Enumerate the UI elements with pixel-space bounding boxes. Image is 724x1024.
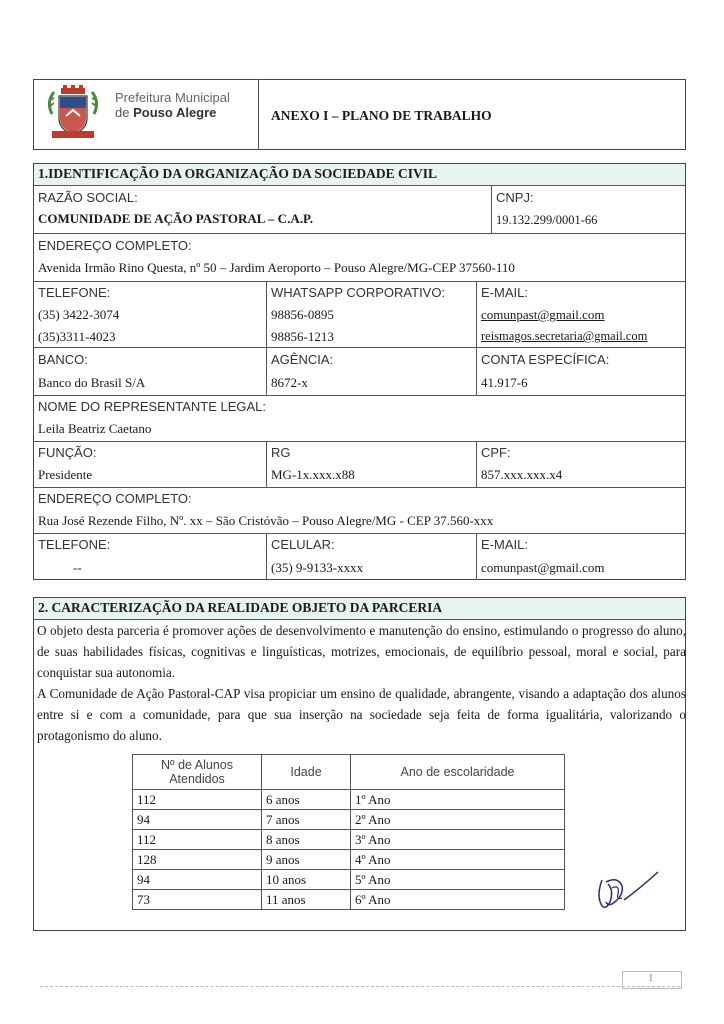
col-line bbox=[476, 441, 477, 487]
cell-alunos: 94 bbox=[133, 810, 262, 830]
org-name-prefix: de bbox=[115, 105, 130, 120]
cell-idade: 10 anos bbox=[262, 870, 351, 890]
email2-value: comunpast@gmail.com bbox=[481, 560, 605, 575]
caracterizacao-paragraph-1: O objeto desta parceria é promover ações de desenvolvimento e manutenção do ensino, estimulando o progresso do aluno, de suas habilidades físicas, cognitivas e linguísticas, motrizes, emocionais, de equilíbrio pessoal, moral e social, para conquistar sua autonomia. bbox=[37, 623, 686, 680]
row-line bbox=[33, 395, 686, 396]
cell-alunos: 112 bbox=[133, 790, 262, 810]
footer-line bbox=[40, 986, 680, 987]
cell-alunos: 94 bbox=[133, 870, 262, 890]
agencia-value: 8672-x bbox=[271, 375, 308, 390]
cell-alunos: 73 bbox=[133, 890, 262, 910]
header-ano: Ano de escolaridade bbox=[351, 755, 565, 790]
cpf-value: 857.xxx.xxx.x4 bbox=[481, 467, 563, 482]
table-row bbox=[133, 890, 565, 910]
celular-label: CELULAR: bbox=[271, 537, 335, 552]
col-line bbox=[491, 185, 492, 233]
row-line bbox=[33, 281, 686, 282]
row-line bbox=[33, 347, 686, 348]
table-row bbox=[133, 790, 565, 810]
col-line bbox=[476, 281, 477, 395]
razao-social-label: RAZÃO SOCIAL: bbox=[38, 190, 138, 205]
telefone-value-1: (35) 3422-3074 bbox=[38, 307, 120, 322]
funcao-label: FUNÇÃO: bbox=[38, 445, 97, 460]
page-number: 1 bbox=[648, 972, 654, 984]
row-line bbox=[33, 233, 686, 234]
row-line bbox=[33, 185, 686, 186]
section2-heading: 2. CARACTERIZAÇÃO DA REALIDADE OBJETO DA PARCERIA bbox=[38, 600, 443, 615]
cell-ano: 1º Ano bbox=[351, 790, 565, 810]
header-alunos: Nº de Alunos Atendidos bbox=[133, 755, 262, 790]
cell-idade: 11 anos bbox=[262, 890, 351, 910]
whatsapp-value-1: 98856-0895 bbox=[271, 307, 334, 322]
cell-alunos: 128 bbox=[133, 850, 262, 870]
table-row bbox=[133, 830, 565, 850]
cell-idade: 8 anos bbox=[262, 830, 351, 850]
table-row bbox=[133, 810, 565, 830]
representante-value: Leila Beatriz Caetano bbox=[38, 421, 152, 436]
endereco-value: Avenida Irmão Rino Questa, nº 50 – Jardim Aeroporto – Pouso Alegre/MG-CEP 37560-110 bbox=[38, 260, 515, 275]
cell-ano: 5º Ano bbox=[351, 870, 565, 890]
conta-value: 41.917-6 bbox=[481, 375, 528, 390]
email-link-1[interactable]: comunpast@gmail.com bbox=[481, 307, 605, 322]
endereco2-value: Rua José Rezende Filho, Nº. xx – São Cristóvão – Pouso Alegre/MG - CEP 37.560-xxx bbox=[38, 513, 494, 528]
header-divider bbox=[258, 79, 259, 150]
alunos-table bbox=[132, 754, 565, 910]
header-idade: Idade bbox=[262, 755, 351, 790]
table-header-row bbox=[133, 755, 565, 790]
razao-social-value: COMUNIDADE DE AÇÃO PASTORAL – C.A.P. bbox=[38, 211, 313, 226]
cell-idade: 6 anos bbox=[262, 790, 351, 810]
section1-heading: 1.IDENTIFICAÇÃO DA ORGANIZAÇÃO DA SOCIEDADE CIVIL bbox=[38, 166, 438, 181]
telefone-label: TELEFONE: bbox=[38, 285, 111, 300]
caracterizacao-paragraph-2: A Comunidade de Ação Pastoral-CAP visa propiciar um ensino de qualidade, abrangente, visando a adaptação dos alunos entre si e com a comunidade, para que sua inserção na sociedade seja feita de forma igualitária, valorizando o protagonismo do aluno. bbox=[37, 686, 686, 743]
funcao-value: Presidente bbox=[38, 467, 93, 482]
endereco2-label: ENDEREÇO COMPLETO: bbox=[38, 491, 192, 506]
row-line bbox=[33, 487, 686, 488]
email-link-2[interactable]: reismagos.secretaria@gmail.com bbox=[481, 329, 648, 343]
document-title: ANEXO I – PLANO DE TRABALHO bbox=[271, 108, 492, 123]
whatsapp-value-2: 98856-1213 bbox=[271, 329, 334, 344]
rg-label: RG bbox=[271, 445, 291, 460]
cpf-label: CPF: bbox=[481, 445, 511, 460]
celular-value: (35) 9-9133-xxxx bbox=[271, 560, 364, 575]
org-name-line1: Prefeitura Municipal bbox=[115, 90, 230, 105]
cell-ano: 4º Ano bbox=[351, 850, 565, 870]
col-line bbox=[266, 441, 267, 487]
city-crest-logo bbox=[44, 84, 102, 142]
cell-ano: 3º Ano bbox=[351, 830, 565, 850]
telefone2-label: TELEFONE: bbox=[38, 537, 111, 552]
banco-label: BANCO: bbox=[38, 352, 88, 367]
telefone2-value: -- bbox=[73, 560, 82, 575]
col-line bbox=[476, 533, 477, 580]
cell-ano: 2º Ano bbox=[351, 810, 565, 830]
whatsapp-label: WHATSAPP CORPORATIVO: bbox=[271, 285, 446, 300]
org-name-city: Pouso Alegre bbox=[133, 105, 217, 120]
handwritten-initials-signature bbox=[592, 866, 662, 914]
col-line bbox=[266, 281, 267, 395]
row-line bbox=[33, 441, 686, 442]
cell-idade: 9 anos bbox=[262, 850, 351, 870]
table-row bbox=[133, 850, 565, 870]
telefone-value-2: (35)3311-4023 bbox=[38, 329, 116, 344]
email-label: E-MAIL: bbox=[481, 285, 528, 300]
org-name-line2 bbox=[115, 105, 216, 120]
representante-label: NOME DO REPRESENTANTE LEGAL: bbox=[38, 399, 267, 414]
cnpj-label: CNPJ: bbox=[496, 190, 534, 205]
cell-idade: 7 anos bbox=[262, 810, 351, 830]
email2-label: E-MAIL: bbox=[481, 537, 528, 552]
agencia-label: AGÊNCIA: bbox=[271, 352, 334, 367]
cell-alunos: 112 bbox=[133, 830, 262, 850]
conta-label: CONTA ESPECÍFICA: bbox=[481, 352, 610, 367]
banco-value: Banco do Brasil S/A bbox=[38, 375, 146, 390]
col-line bbox=[266, 533, 267, 580]
row-line bbox=[33, 533, 686, 534]
cnpj-value: 19.132.299/0001-66 bbox=[496, 213, 598, 227]
rg-value: MG-1x.xxx.x88 bbox=[271, 467, 355, 482]
endereco-label: ENDEREÇO COMPLETO: bbox=[38, 238, 192, 253]
cell-ano: 6º Ano bbox=[351, 890, 565, 910]
table-row bbox=[133, 870, 565, 890]
